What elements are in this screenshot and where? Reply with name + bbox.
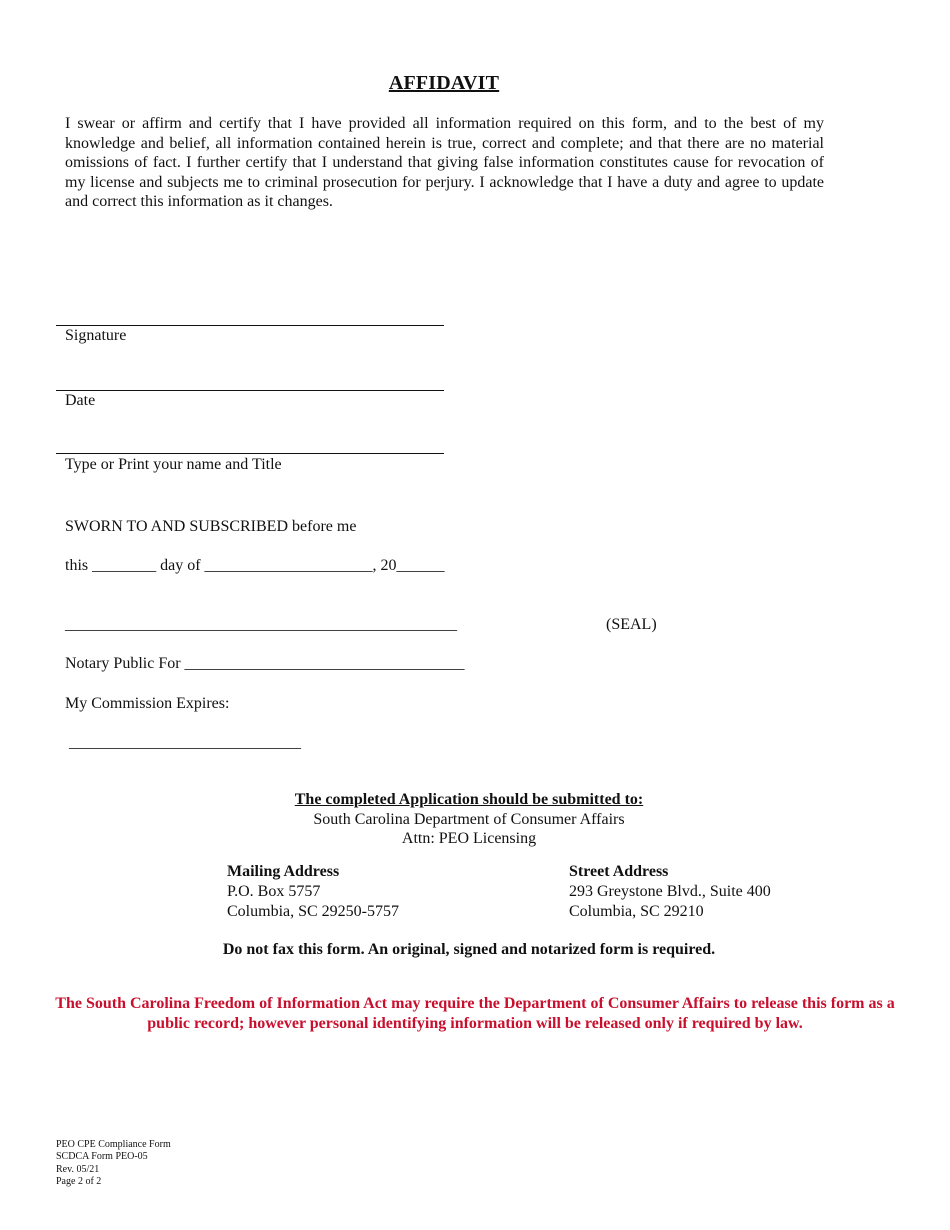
street-address-line2: Columbia, SC 29210: [569, 903, 704, 920]
mailing-address-heading: Mailing Address: [227, 863, 340, 880]
mailing-address-line2: Columbia, SC 29250-5757: [227, 903, 400, 920]
street-address-heading: Street Address: [569, 863, 669, 880]
sworn-statement: SWORN TO AND SUBSCRIBED before me: [65, 518, 357, 535]
street-address-line1: 293 Greystone Blvd., Suite 400: [569, 883, 771, 900]
mailing-address: [227, 862, 399, 922]
commission-expires-label: My Commission Expires:: [65, 695, 230, 712]
date-line[interactable]: [56, 390, 444, 391]
notary-public-for-line[interactable]: Notary Public For ___________________________________: [65, 655, 465, 672]
affidavit-statement: I swear or affirm and certify that I have provided all information required on this form, and to the best of my knowledge and belief, all information contained herein is true, correct and complete; and that there are no material omissions of fact. I further certify that I understand that giving false information constitutes cause for revocation of my license and subjects me to criminal prosecution for perjury. I acknowledge that I have a duty and agree to update and correct this information as it changes.: [65, 115, 824, 211]
department-name: South Carolina Department of Consumer Affairs: [313, 810, 625, 828]
page-title: AFFIDAVIT: [388, 72, 500, 94]
footer-form-number: SCDCA Form PEO-05: [56, 1151, 148, 1163]
notary-date-line[interactable]: this ________ day of _____________________, 20______: [65, 557, 445, 574]
footer-revision: Rev. 05/21: [56, 1163, 100, 1175]
street-address: [569, 862, 771, 922]
mailing-address-line1: P.O. Box 5757: [227, 883, 321, 900]
no-fax-notice: Do not fax this form. An original, signed and notarized form is required.: [222, 941, 716, 958]
notary-signature-line[interactable]: _________________________________________________: [65, 616, 457, 633]
commission-expires-line[interactable]: _____________________________: [65, 734, 301, 751]
signature-label: Signature: [65, 327, 127, 344]
footer-page-number: Page 2 of 2: [56, 1176, 102, 1188]
foia-notice: The South Carolina Freedom of Information Act may require the Department of Consumer Affairs to release this form as a public record; however personal identifying information will be released only if required by law.: [55, 995, 895, 1032]
submission-info: [0, 790, 938, 849]
seal-label: (SEAL): [606, 616, 657, 633]
form-footer: [56, 1139, 171, 1189]
name-title-line[interactable]: [56, 453, 444, 454]
name-title-label: Type or Print your name and Title: [65, 456, 282, 473]
date-label: Date: [65, 392, 96, 409]
submission-heading: The completed Application should be submitted to:: [294, 791, 644, 808]
footer-form-name: PEO CPE Compliance Form: [56, 1139, 171, 1150]
attention-line: Attn: PEO Licensing: [401, 830, 537, 847]
